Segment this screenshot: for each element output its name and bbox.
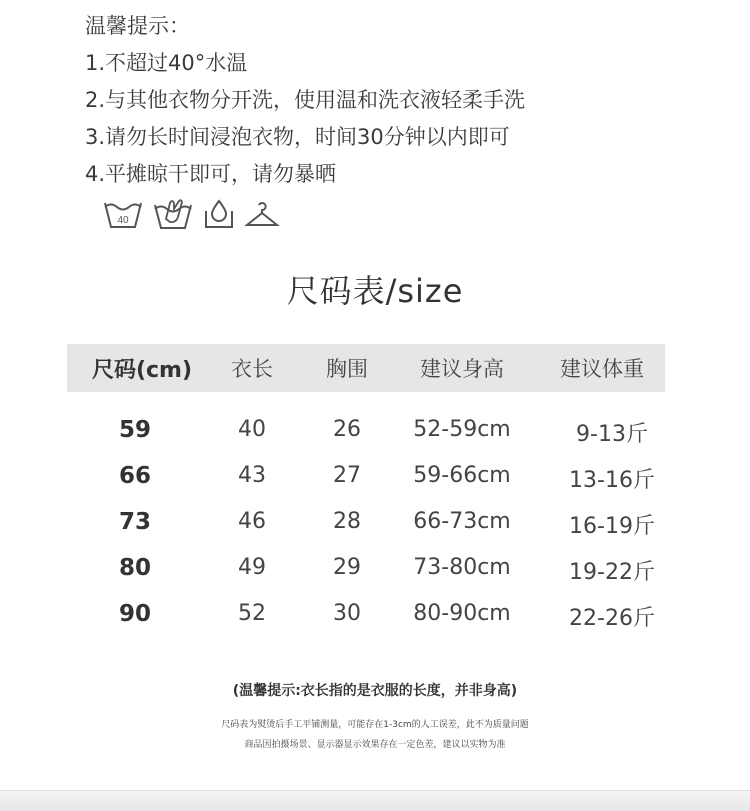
cell-chest: 29 [333,555,361,580]
header-size: 尺码(cm) [91,357,193,383]
cell-weight: 22-26斤 [569,606,655,631]
cell-weight: 19-22斤 [569,560,655,585]
cell-chest: 28 [333,509,361,534]
cell-size: 80 [118,555,151,581]
table-row [67,595,665,635]
tip-item-2: 2.与其他衣物分开洗，使用温和洗衣液轻柔手洗 [85,88,526,112]
cell-length: 43 [238,463,266,488]
table-row [67,411,665,451]
cell-size: 73 [118,509,151,535]
table-row [67,457,665,497]
cell-chest: 30 [333,601,361,626]
cell-length: 46 [238,509,266,534]
cell-height: 52-59cm [413,417,511,442]
hanger-dry-icon [244,197,280,231]
cell-height: 59-66cm [413,463,511,488]
color-note: 商品因拍摄场景、显示器显示效果存在一定色差，建议以实物为准 [244,740,506,750]
cell-height: 80-90cm [413,601,511,626]
length-note: (温馨提示:衣长指的是衣服的长度，并非身高) [232,683,518,699]
cell-length: 40 [238,417,266,442]
cell-length: 52 [238,601,266,626]
cell-size: 59 [118,417,151,443]
cell-size: 66 [118,463,151,489]
size-chart-title: 尺码表/size [286,272,464,310]
tip-item-1: 1.不超过40°水温 [85,51,248,75]
hand-wash-icon [152,197,194,231]
cell-weight: 9-13斤 [576,422,648,447]
cell-size: 90 [118,601,151,627]
cell-height: 73-80cm [413,555,511,580]
size-table-header [67,344,665,392]
header-length: 衣长 [231,357,273,381]
cell-chest: 26 [333,417,361,442]
header-weight: 建议体重 [560,357,644,381]
wash-40-icon [102,197,144,231]
cell-weight: 16-19斤 [569,514,655,539]
frame-bottom-edge [0,790,750,811]
table-row [67,549,665,589]
cell-chest: 27 [333,463,361,488]
cell-length: 49 [238,555,266,580]
no-bleach-icon [202,197,236,231]
tips-heading: 温馨提示： [85,14,190,38]
cell-height: 66-73cm [413,509,511,534]
care-tips [85,8,525,193]
tip-item-3: 3.请勿长时间浸泡衣物，时间30分钟以内即可 [85,125,510,149]
header-height: 建议身高 [420,357,504,381]
table-row [67,503,665,543]
wash-temp-label: 40 [117,215,129,226]
care-icons [102,197,280,231]
cell-weight: 13-16斤 [569,468,655,493]
tip-item-4: 4.平摊晾干即可，请勿暴晒 [85,162,337,186]
measure-note: 尺码表为熨烫后手工平铺测量，可能存在1-3cm的人工误差，此不为质量问题 [221,720,529,730]
header-chest: 胸围 [326,357,368,381]
